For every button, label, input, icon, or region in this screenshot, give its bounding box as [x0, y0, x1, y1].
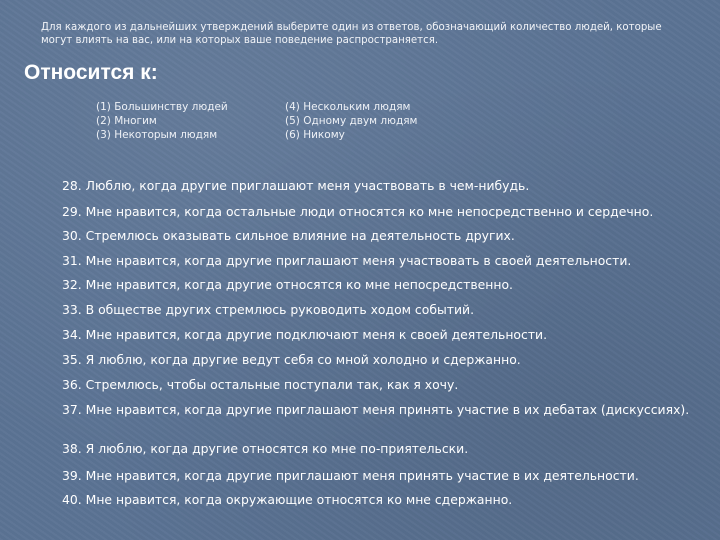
- section-heading: Относится к:: [24, 61, 158, 84]
- statement-item: 38. Я люблю, когда другие относятся ко мне по-приятельски.: [62, 441, 469, 456]
- instruction-text: Для каждого из дальнейших утверждений выберите один из ответов, обозначающий количество людей, которые могут влиять на вас, или на которых ваше поведение распространяется.: [41, 22, 662, 46]
- statement-item: 33. В обществе других стремлюсь руководить ходом событий.: [62, 302, 475, 317]
- statement-item: 39. Мне нравится, когда другие приглашают меня принять участие в их деятельности.: [62, 468, 639, 483]
- statement-item: 31. Мне нравится, когда другие приглашают меня участвовать в своей деятельности.: [62, 253, 632, 268]
- statement-item: 35. Я люблю, когда другие ведут себя со мной холодно и сдержанно.: [62, 352, 521, 367]
- options-column-right: [285, 100, 417, 142]
- option-item: (2) Многим: [96, 115, 157, 127]
- statement-item: 34. Мне нравится, когда другие подключают меня к своей деятельности.: [62, 327, 548, 342]
- statement-item: 36. Стремлюсь, чтобы остальные поступали так, как я хочу.: [62, 377, 459, 392]
- option-item: (6) Никому: [285, 129, 345, 141]
- statement-item: 32. Мне нравится, когда другие относятся ко мне непосредственно.: [62, 277, 513, 292]
- statement-item: 40. Мне нравится, когда окружающие относятся ко мне сдержанно.: [62, 492, 513, 507]
- option-item: (4) Нескольким людям: [285, 101, 411, 113]
- statement-item: 30. Стремлюсь оказывать сильное влияние на деятельность других.: [62, 228, 515, 243]
- option-item: (3) Некоторым людям: [96, 129, 218, 141]
- option-item: (1) Большинству людей: [96, 101, 228, 113]
- options-column-left: [96, 100, 228, 142]
- statement-item: 28. Люблю, когда другие приглашают меня участвовать в чем-нибудь.: [62, 178, 530, 193]
- option-item: (5) Одному двум людям: [285, 115, 418, 127]
- statement-item: 37. Мне нравится, когда другие приглашают меня принять участие в их дебатах (дискуссиях).: [62, 402, 690, 417]
- statement-item: 29. Мне нравится, когда остальные люди относятся ко мне непосредственно и сердечно.: [62, 204, 654, 219]
